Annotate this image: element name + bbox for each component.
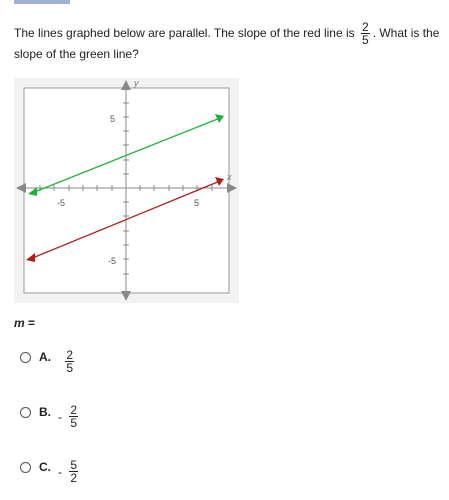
option-c-sign: - (58, 465, 62, 479)
option-b-denominator: 5 (70, 416, 78, 430)
slope-denominator: 5 (362, 33, 369, 47)
option-b-fraction (69, 405, 78, 429)
option-c-radio[interactable] (20, 462, 31, 473)
answer-equals: = (28, 316, 36, 330)
y-axis-label: y (134, 78, 139, 88)
option-b-radio[interactable] (20, 407, 31, 418)
question-line-1 (14, 22, 439, 46)
x-tick-label-neg5: -5 (57, 198, 66, 208)
option-c-numerator: 5 (70, 458, 78, 472)
answer-variable: m (14, 316, 25, 330)
option-b-sign: - (58, 410, 62, 424)
question-line-2: slope of the green line? (14, 47, 139, 61)
option-a-denominator: 5 (66, 361, 74, 375)
option-a-value (58, 350, 77, 374)
option-c-value (58, 460, 81, 484)
answer-prompt (14, 316, 35, 330)
x-axis-label: x (227, 172, 232, 182)
option-a-radio[interactable] (20, 352, 31, 363)
slope-numerator: 2 (362, 20, 369, 34)
option-b-value (58, 405, 81, 429)
x-tick-label-5: 5 (194, 198, 200, 208)
option-a-fraction (65, 350, 74, 374)
y-tick-label-5: 5 (110, 114, 116, 124)
slope-fraction (361, 22, 370, 46)
option-b-letter: B. (39, 405, 51, 419)
option-c-fraction (69, 460, 78, 484)
option-a-letter: A. (39, 350, 51, 364)
option-b-numerator: 2 (70, 403, 78, 417)
y-tick-label-neg5: -5 (108, 256, 117, 266)
option-c-letter: C. (39, 460, 51, 474)
option-c-denominator: 2 (70, 471, 78, 485)
coordinate-graph (14, 78, 239, 303)
question-text-after: . What is the (372, 26, 440, 41)
top-bar-accent (14, 0, 70, 4)
question-text-before: The lines graphed below are parallel. The slope of the red line is (14, 26, 355, 41)
option-a-numerator: 2 (66, 348, 74, 362)
